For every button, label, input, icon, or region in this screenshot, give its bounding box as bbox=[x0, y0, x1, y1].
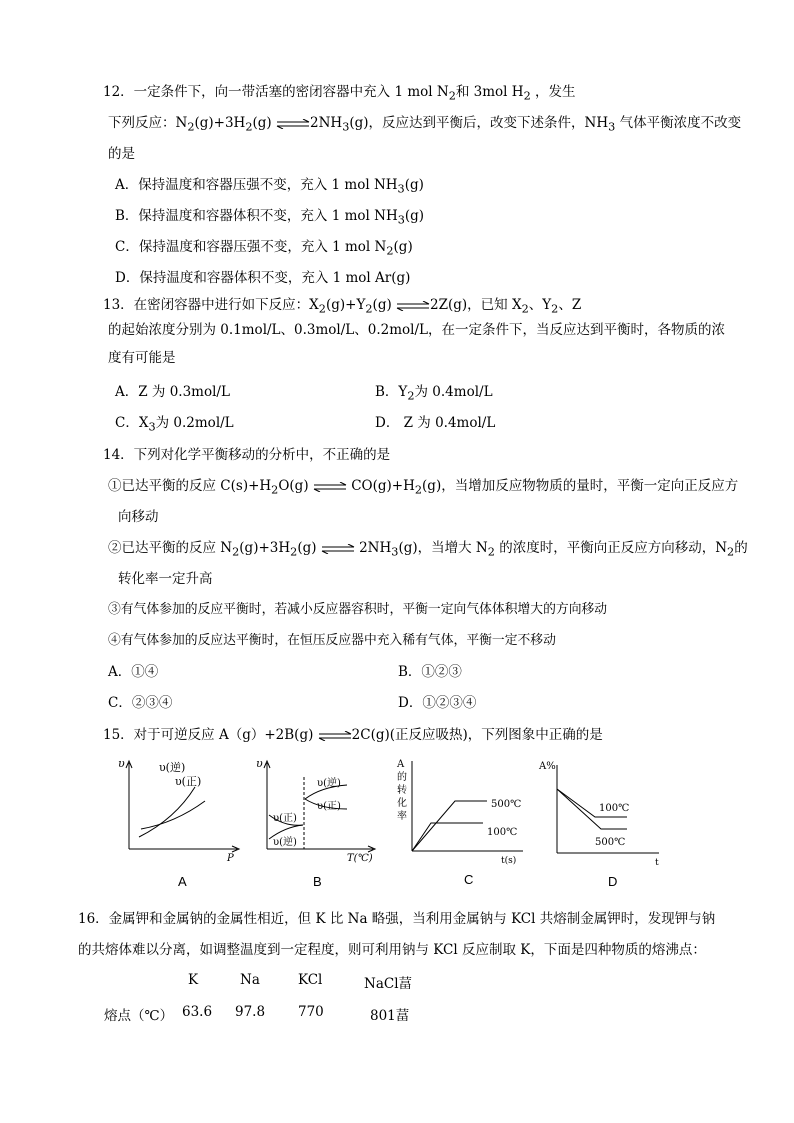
curve-100c bbox=[412, 823, 483, 851]
y-axis-label: υ bbox=[256, 757, 263, 770]
label-100c: 100℃ bbox=[599, 803, 630, 814]
label-left-lower: υ(逆) bbox=[273, 837, 297, 848]
equilibrium-arrow-icon bbox=[313, 482, 347, 492]
q16-line1: 16．金属钾和金属钠的金属性相近，但 K 比 Na 略强，当利用金属钠与 KCl 共熔制金属钾时，发现钾与钠 bbox=[78, 911, 716, 927]
x-axis-label: P bbox=[227, 853, 234, 864]
q15-stem: 15．对于可逆反应 A（g）+2B(g) 2C(g)(正反应吸热)，下列图象中正确的是 bbox=[103, 727, 603, 743]
equilibrium-arrow-icon bbox=[318, 731, 352, 741]
q12-line3: 的是 bbox=[108, 146, 135, 162]
q13-option-c: C．$X_3$为 0.2mol/L bbox=[115, 415, 234, 434]
graph-a bbox=[115, 757, 245, 867]
q14-option-d: D．①②③④ bbox=[398, 695, 477, 711]
q12-option-d: D．保持温度和容器体积不变，充入 1 mol Ar(g) bbox=[115, 270, 411, 286]
label-500c: 500℃ bbox=[491, 799, 522, 810]
graph-d-caption: D bbox=[608, 874, 618, 889]
y-axis-label: υ bbox=[118, 757, 125, 770]
q12-reaction-line: 下列反应：$N_2(g)+3H_2(g)$ $2NH_3(g)$，反应达到平衡后，改变下述条件，$NH_3$ 气体平衡浓度不改变 bbox=[108, 115, 742, 134]
equilibrium-arrow-icon bbox=[396, 301, 430, 311]
q14-statement-2-cont: 转化率一定升高 bbox=[118, 571, 213, 587]
q12-stem: 12．一定条件下，向一带活塞的密闭容器中充入 1 mol $N_2$和 3mol $H_2$ ，发生 bbox=[103, 84, 576, 103]
y-axis-label-5: 率 bbox=[397, 811, 407, 822]
q16-header-nacl: NaCl葍 bbox=[364, 976, 413, 992]
curve-v-forward bbox=[141, 801, 205, 829]
graph-b bbox=[255, 757, 380, 867]
q14-statement-3: ③有气体参加的反应平衡时，若减小反应器容积时，平衡一定向气体体积增大的方向移动 bbox=[108, 602, 608, 617]
label-right-lower: υ(正) bbox=[317, 801, 341, 812]
label-500c: 500℃ bbox=[595, 837, 626, 848]
q14-statement-2: ②已达平衡的反应 $N_2(g)+3H_2(g)$ $2NH_3(g)$，当增大 $N_2$ 的浓度时，平衡向正反应方向移动，$N_2$的 bbox=[108, 540, 748, 559]
q13-option-b: B．$Y_2$为 0.4mol/L bbox=[375, 384, 493, 403]
q12-option-c: C．保持温度和容器压强不变，充入 1 mol $N_2(g)$ bbox=[115, 239, 413, 258]
label-v-reverse: υ(逆) bbox=[159, 761, 186, 774]
curve-500c bbox=[412, 801, 487, 851]
equilibrium-arrow-icon bbox=[276, 119, 310, 129]
y-axis-label: A% bbox=[539, 761, 556, 772]
q12-option-b: B．保持温度和容器体积不变，充入 1 mol $NH_3(g)$ bbox=[115, 208, 425, 227]
graph-c-caption: C bbox=[464, 872, 474, 887]
label-left-upper: υ(正) bbox=[273, 813, 297, 824]
q13-stem: 13．在密闭容器中进行如下反应：$X_2(g)+Y_2(g)$ 2Z(g)，已知 $X_2$、$Y_2$、Z bbox=[103, 297, 582, 316]
graph-b-caption: B bbox=[313, 874, 322, 889]
q13-line3: 度有可能是 bbox=[108, 350, 176, 366]
y-axis-label-1: A bbox=[397, 759, 405, 770]
q16-row-label: 熔点（℃） bbox=[104, 1008, 174, 1024]
q13-line2: 的起始浓度分别为 0.1mol/L、0.3mol/L、0.2mol/L，在一定条件下，当反应达到平衡时，各物质的浓 bbox=[108, 322, 725, 338]
label-100c: 100℃ bbox=[487, 827, 518, 838]
curve-v-reverse bbox=[139, 787, 195, 837]
q16-header-kcl: KCl bbox=[298, 972, 323, 988]
q14-statement-1: ①已达平衡的反应 $C(s)+H_2O(g)$ $CO(g)+H_2(g)$，当增加反应物物质的量时，平衡一定向正反应方 bbox=[108, 478, 739, 497]
y-axis-label-3: 转 bbox=[397, 785, 407, 796]
equilibrium-arrow-icon bbox=[321, 544, 355, 554]
q16-value-k: 63.6 bbox=[182, 1004, 213, 1020]
label-right-upper: υ(逆) bbox=[317, 778, 341, 789]
graph-d bbox=[535, 755, 665, 867]
q16-header-na: Na bbox=[240, 972, 260, 988]
q14-statement-4: ④有气体参加的反应达平衡时，在恒压反应器中充入稀有气体，平衡一定不移动 bbox=[108, 633, 556, 648]
graph-c bbox=[395, 755, 530, 867]
q16-value-na: 97.8 bbox=[235, 1004, 266, 1020]
label-v-forward: υ(正) bbox=[175, 775, 202, 788]
x-axis-label: T(℃) bbox=[347, 853, 373, 864]
q16-value-nacl: 801葍 bbox=[370, 1008, 410, 1024]
q16-line2: 的共熔体难以分离，如调整温度到一定程度，则可利用钠与 KCl 反应制取 K，下面是四种物质的熔沸点： bbox=[78, 942, 706, 958]
q12-option-a: A．保持温度和容器压强不变，充入 1 mol $NH_3(g)$ bbox=[115, 177, 424, 196]
q14-stem: 14．下列对化学平衡移动的分析中，不正确的是 bbox=[103, 447, 391, 463]
q14-statement-1-cont: 向移动 bbox=[118, 509, 159, 525]
q14-option-b: B．①②③ bbox=[398, 664, 462, 680]
x-axis-label: t(s) bbox=[501, 856, 517, 866]
q16-value-kcl: 770 bbox=[298, 1004, 324, 1020]
q13-option-d: D． Z 为 0.4mol/L bbox=[375, 415, 496, 431]
q14-option-c: C．②③④ bbox=[108, 695, 173, 711]
x-axis-label: t bbox=[655, 858, 659, 867]
q16-header-k: K bbox=[188, 972, 199, 988]
q13-option-a: A．Z 为 0.3mol/L bbox=[115, 384, 230, 400]
graph-a-caption: A bbox=[178, 874, 187, 889]
y-axis-label-4: 化 bbox=[397, 798, 407, 809]
y-axis-label-2: 的 bbox=[397, 772, 407, 783]
q14-option-a: A．①④ bbox=[108, 664, 159, 680]
